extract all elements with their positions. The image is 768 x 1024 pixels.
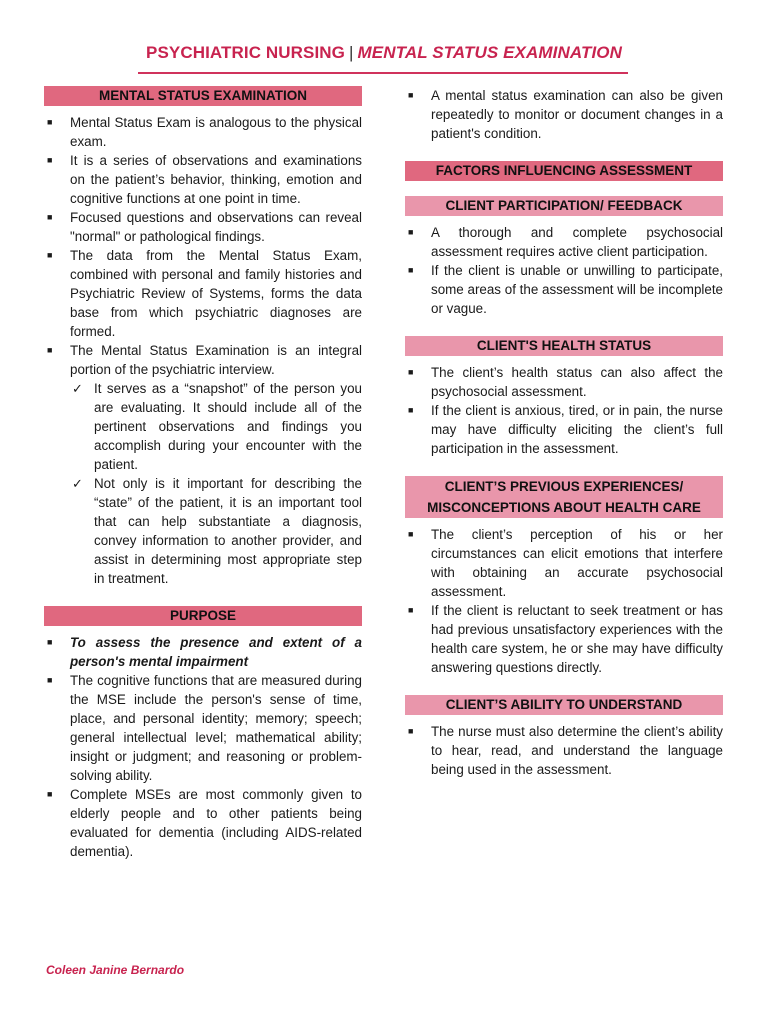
list-item: ■ The nurse must also determine the client’s ability to hear, read, and understand the language being used in the assessment. — [408, 724, 723, 777]
health-bullet-list — [405, 363, 723, 458]
page-title — [0, 43, 768, 63]
square-bullet-icon: ■ — [408, 529, 414, 539]
square-bullet-icon: ■ — [47, 637, 53, 647]
check-icon: ✓ — [72, 381, 83, 396]
square-bullet-icon: ■ — [47, 675, 53, 685]
list-item: ■ If the client is reluctant to seek treatment or has had previous unsatisfactory experiences with the health care system, he or she may have difficulty answering questions directly. — [408, 603, 723, 675]
section-heading-health: CLIENT'S HEALTH STATUS — [405, 336, 723, 356]
square-bullet-icon: ■ — [47, 789, 53, 799]
list-item: ■ The cognitive functions that are measured during the MSE include the person's sense of time, place, and personal identity; memory; speech; general intellectual level; mathematical ability; insight or judgment; and reasoning or problem-solving ability. — [47, 673, 362, 783]
section-heading-mse: MENTAL STATUS EXAMINATION — [44, 86, 362, 106]
square-bullet-icon: ■ — [408, 90, 414, 100]
understand-bullet-list — [405, 722, 723, 779]
list-item: ■ If the client is anxious, tired, or in pain, the nurse may have difficulty eliciting the client’s full participation in the assessment. — [408, 403, 723, 456]
right-column — [405, 86, 723, 779]
left-column — [44, 86, 362, 861]
list-item: ■ Mental Status Exam is analogous to the physical exam. — [47, 115, 362, 149]
list-item: ■ A thorough and complete psychosocial assessment requires active client participation. — [408, 225, 723, 259]
list-item: ■ The data from the Mental Status Exam, combined with personal and family histories and Psychiatric Review of Systems, forms the data base from which psychiatric diagnoses are formed. — [47, 248, 362, 339]
list-item: ■ The client’s perception of his or her circumstances can elicit emotions that interfere with obtaining an accurate psychosocial assessment. — [408, 527, 723, 599]
square-bullet-icon: ■ — [408, 405, 414, 415]
section-heading-understand: CLIENT’S ABILITY TO UNDERSTAND — [405, 695, 723, 715]
check-icon: ✓ — [72, 476, 83, 491]
square-bullet-icon: ■ — [47, 250, 53, 260]
title-subtitle: MENTAL STATUS EXAMINATION — [357, 43, 622, 62]
check-item: ✓ It serves as a “snapshot” of the person you are evaluating. It should include all of the pertinent observations and findings you accomplish during your encounter with the patient. — [72, 381, 362, 472]
square-bullet-icon: ■ — [47, 345, 53, 355]
title-main: PSYCHIATRIC NURSING — [146, 43, 346, 62]
experiences-bullet-list — [405, 525, 723, 677]
section-heading-purpose: PURPOSE — [44, 606, 362, 626]
check-sublist — [70, 379, 362, 588]
title-separator: | — [349, 43, 354, 62]
mse-bullet-list — [44, 113, 362, 588]
square-bullet-icon: ■ — [408, 726, 414, 736]
list-item: ■ If the client is unable or unwilling to participate, some areas of the assessment will be incomplete or vague. — [408, 263, 723, 316]
list-item: ■ It is a series of observations and examinations on the patient’s behavior, thinking, emotion and cognitive functions at one point in time. — [47, 153, 362, 206]
square-bullet-icon: ■ — [47, 155, 53, 165]
author-credit: Coleen Janine Bernardo — [46, 963, 185, 977]
list-item — [44, 633, 362, 671]
square-bullet-icon: ■ — [47, 117, 53, 127]
intro-bullet-list — [405, 86, 723, 143]
title-underline — [138, 72, 628, 74]
section-heading-factors: FACTORS INFLUENCING ASSESSMENT — [405, 161, 723, 181]
list-item: ■ Complete MSEs are most commonly given to elderly people and to other patients being evaluated for dementia (including AIDS-related dementia). — [47, 787, 362, 859]
heading-line: CLIENT’S PREVIOUS EXPERIENCES/ — [444, 479, 684, 494]
square-bullet-icon: ■ — [408, 227, 414, 237]
purpose-statement: To assess the presence and extent of a person's mental impairment — [70, 635, 362, 669]
heading-line: MISCONCEPTIONS ABOUT HEALTH CARE — [427, 500, 701, 515]
square-bullet-icon: ■ — [408, 367, 414, 377]
square-bullet-icon: ■ — [47, 212, 53, 222]
participation-bullet-list — [405, 223, 723, 318]
purpose-bullet-list — [44, 633, 362, 861]
list-item: ■ A mental status examination can also be given repeatedly to monitor or document changes in a patient's condition. — [408, 88, 723, 141]
square-bullet-icon: ■ — [408, 265, 414, 275]
section-heading-participation: CLIENT PARTICIPATION/ FEEDBACK — [405, 196, 723, 216]
list-item: ■ The client’s health status can also affect the psychosocial assessment. — [408, 365, 723, 399]
check-item: ✓ Not only is it important for describing the “state” of the patient, it is an important tool that can help substantiate a diagnosis, convey information to another provider, and assist in determining most appropriate step in treatment. — [72, 476, 362, 586]
list-item: ■ The Mental Status Examination is an integral portion of the psychiatric interview. ✓ It serves as a “snapshot” of the person you are evaluating. It should include all of the pertinent observations and findings you accomplish during your encounter with the patient. ✓ Not only is it important for describing the “state” of the patient, it is an important tool that can help substantiate a diagnosis, convey information to another provider, and assist in determining most appropriate step in treatment. — [47, 343, 362, 586]
square-bullet-icon: ■ — [408, 605, 414, 615]
section-heading-experiences — [405, 476, 723, 518]
list-item: ■ Focused questions and observations can reveal "normal" or pathological findings. — [47, 210, 362, 244]
